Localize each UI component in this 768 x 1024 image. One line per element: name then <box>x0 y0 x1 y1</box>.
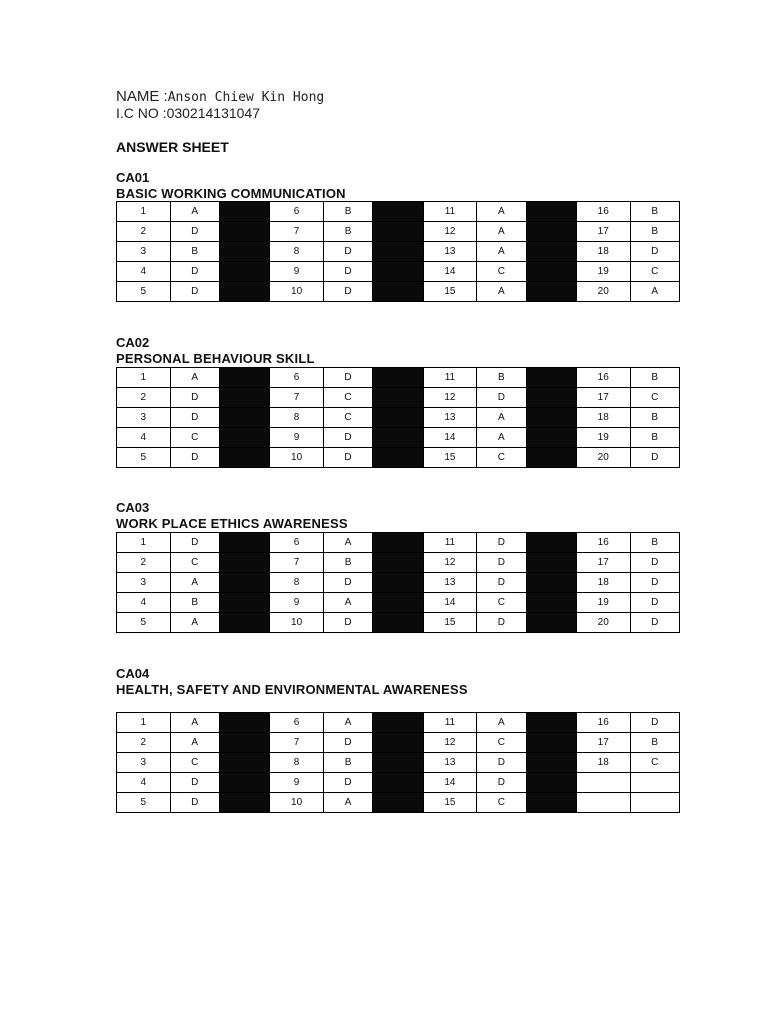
blacked-out-cell <box>526 368 576 388</box>
blacked-out-cell <box>373 202 423 222</box>
question-number <box>576 793 630 813</box>
answer-cell: B <box>323 553 372 573</box>
answer-cell: C <box>477 733 526 753</box>
answer-cell: D <box>477 773 526 793</box>
answer-cell: C <box>477 262 526 282</box>
question-number: 7 <box>270 388 324 408</box>
table-row <box>117 202 680 222</box>
question-number: 9 <box>270 262 324 282</box>
question-number: 3 <box>117 573 171 593</box>
question-number: 6 <box>270 533 324 553</box>
answer-table <box>116 712 680 813</box>
answer-cell: A <box>477 222 526 242</box>
answer-cell: B <box>630 408 680 428</box>
table-row <box>117 573 680 593</box>
blacked-out-cell <box>373 733 423 753</box>
answer-cell: D <box>477 388 526 408</box>
answer-cell: D <box>477 753 526 773</box>
blacked-out-cell <box>373 428 423 448</box>
question-number: 3 <box>117 242 171 262</box>
question-number <box>576 773 630 793</box>
answer-cell: B <box>323 753 372 773</box>
question-number: 15 <box>423 282 477 302</box>
question-number: 13 <box>423 408 477 428</box>
answer-cell: A <box>323 593 372 613</box>
question-number: 11 <box>423 713 477 733</box>
question-number: 12 <box>423 553 477 573</box>
answer-cell: A <box>477 713 526 733</box>
question-number: 10 <box>270 613 324 633</box>
blacked-out-cell <box>373 282 423 302</box>
question-number: 3 <box>117 408 171 428</box>
answer-cell: B <box>630 428 680 448</box>
blacked-out-cell <box>526 733 576 753</box>
question-number: 5 <box>117 613 171 633</box>
question-number: 7 <box>270 553 324 573</box>
question-number: 20 <box>576 613 630 633</box>
question-number: 6 <box>270 713 324 733</box>
question-number: 2 <box>117 553 171 573</box>
answer-cell: D <box>170 773 219 793</box>
blacked-out-cell <box>219 553 269 573</box>
blacked-out-cell <box>373 368 423 388</box>
answer-cell: A <box>323 713 372 733</box>
blacked-out-cell <box>526 262 576 282</box>
answer-cell: A <box>170 713 219 733</box>
blacked-out-cell <box>373 593 423 613</box>
answer-cell: D <box>630 448 680 468</box>
blacked-out-cell <box>526 222 576 242</box>
question-number: 4 <box>117 262 171 282</box>
answer-table <box>116 201 680 302</box>
question-number: 5 <box>117 448 171 468</box>
section-name: WORK PLACE ETHICS AWARENESS <box>116 516 348 531</box>
question-number: 8 <box>270 242 324 262</box>
answer-cell: D <box>323 733 372 753</box>
blacked-out-cell <box>526 408 576 428</box>
question-number: 10 <box>270 282 324 302</box>
question-number: 1 <box>117 368 171 388</box>
question-number: 10 <box>270 793 324 813</box>
blacked-out-cell <box>526 713 576 733</box>
question-number: 16 <box>576 368 630 388</box>
table-row <box>117 448 680 468</box>
ic-label: I.C NO : <box>116 105 167 121</box>
answer-cell: B <box>630 368 680 388</box>
answer-cell: C <box>630 262 680 282</box>
answer-cell: C <box>477 593 526 613</box>
blacked-out-cell <box>219 448 269 468</box>
blacked-out-cell <box>219 388 269 408</box>
answer-cell: D <box>630 242 680 262</box>
answer-cell: D <box>323 573 372 593</box>
blacked-out-cell <box>526 753 576 773</box>
table-row <box>117 553 680 573</box>
answer-cell: A <box>170 733 219 753</box>
answer-cell: D <box>477 573 526 593</box>
answer-cell <box>630 773 680 793</box>
ic-value: 030214131047 <box>166 105 260 121</box>
answer-cell: A <box>170 368 219 388</box>
question-number: 14 <box>423 593 477 613</box>
answer-cell: D <box>170 448 219 468</box>
blacked-out-cell <box>373 773 423 793</box>
table-row <box>117 713 680 733</box>
answer-cell: D <box>323 773 372 793</box>
answer-cell: D <box>323 282 372 302</box>
answer-cell: D <box>630 593 680 613</box>
question-number: 19 <box>576 428 630 448</box>
table-row <box>117 533 680 553</box>
table-row <box>117 428 680 448</box>
question-number: 17 <box>576 388 630 408</box>
answer-table <box>116 367 680 468</box>
table-row <box>117 262 680 282</box>
answer-cell: B <box>170 242 219 262</box>
question-number: 16 <box>576 202 630 222</box>
answer-cell: D <box>477 533 526 553</box>
question-number: 5 <box>117 793 171 813</box>
question-number: 2 <box>117 388 171 408</box>
answer-cell: C <box>170 428 219 448</box>
blacked-out-cell <box>373 533 423 553</box>
section-name: HEALTH, SAFETY AND ENVIRONMENTAL AWARENESS <box>116 682 468 697</box>
answer-cell: D <box>477 553 526 573</box>
answer-cell: B <box>323 222 372 242</box>
question-number: 8 <box>270 573 324 593</box>
question-number: 14 <box>423 262 477 282</box>
blacked-out-cell <box>373 388 423 408</box>
blacked-out-cell <box>526 242 576 262</box>
table-row <box>117 733 680 753</box>
question-number: 7 <box>270 222 324 242</box>
question-number: 15 <box>423 613 477 633</box>
question-number: 9 <box>270 773 324 793</box>
question-number: 15 <box>423 448 477 468</box>
question-number: 17 <box>576 733 630 753</box>
section-code: CA03 <box>116 500 150 515</box>
answer-cell: B <box>477 368 526 388</box>
answer-cell: D <box>170 408 219 428</box>
question-number: 16 <box>576 713 630 733</box>
question-number: 1 <box>117 713 171 733</box>
answer-cell: A <box>323 793 372 813</box>
answer-cell: D <box>630 573 680 593</box>
question-number: 15 <box>423 793 477 813</box>
answer-cell: D <box>170 222 219 242</box>
blacked-out-cell <box>219 202 269 222</box>
table-row <box>117 773 680 793</box>
answer-cell: C <box>170 753 219 773</box>
question-number: 18 <box>576 573 630 593</box>
answer-cell: A <box>477 202 526 222</box>
answer-cell: C <box>170 553 219 573</box>
answer-cell: B <box>170 593 219 613</box>
answer-cell: A <box>477 408 526 428</box>
answer-cell: D <box>323 368 372 388</box>
answer-cell: A <box>477 428 526 448</box>
question-number: 14 <box>423 428 477 448</box>
question-number: 9 <box>270 593 324 613</box>
blacked-out-cell <box>526 388 576 408</box>
blacked-out-cell <box>526 282 576 302</box>
table-row <box>117 613 680 633</box>
answer-cell: C <box>630 388 680 408</box>
table-row <box>117 593 680 613</box>
blacked-out-cell <box>373 242 423 262</box>
blacked-out-cell <box>219 753 269 773</box>
answer-cell: B <box>630 533 680 553</box>
answer-cell: D <box>477 613 526 633</box>
blacked-out-cell <box>373 222 423 242</box>
answer-cell: A <box>170 202 219 222</box>
section-code: CA01 <box>116 170 150 185</box>
blacked-out-cell <box>526 613 576 633</box>
blacked-out-cell <box>526 773 576 793</box>
answer-cell: C <box>477 793 526 813</box>
blacked-out-cell <box>373 573 423 593</box>
answer-cell: A <box>170 573 219 593</box>
blacked-out-cell <box>219 282 269 302</box>
blacked-out-cell <box>526 533 576 553</box>
question-number: 6 <box>270 368 324 388</box>
answer-cell: A <box>323 533 372 553</box>
answer-cell <box>630 793 680 813</box>
table-row <box>117 282 680 302</box>
blacked-out-cell <box>373 613 423 633</box>
answer-cell: D <box>170 388 219 408</box>
blacked-out-cell <box>373 553 423 573</box>
answer-cell: D <box>170 282 219 302</box>
ic-line <box>116 105 260 121</box>
table-row <box>117 753 680 773</box>
blacked-out-cell <box>526 428 576 448</box>
question-number: 13 <box>423 242 477 262</box>
question-number: 9 <box>270 428 324 448</box>
blacked-out-cell <box>219 533 269 553</box>
blacked-out-cell <box>526 593 576 613</box>
question-number: 17 <box>576 553 630 573</box>
answer-cell: D <box>323 448 372 468</box>
section-code: CA02 <box>116 335 150 350</box>
answer-cell: D <box>323 428 372 448</box>
blacked-out-cell <box>219 368 269 388</box>
blacked-out-cell <box>219 408 269 428</box>
table-row <box>117 408 680 428</box>
blacked-out-cell <box>219 573 269 593</box>
section-name: PERSONAL BEHAVIOUR SKILL <box>116 351 315 366</box>
answer-cell: D <box>170 793 219 813</box>
question-number: 7 <box>270 733 324 753</box>
answer-cell: D <box>323 242 372 262</box>
question-number: 17 <box>576 222 630 242</box>
answer-cell: D <box>630 553 680 573</box>
question-number: 4 <box>117 593 171 613</box>
answer-cell: D <box>630 713 680 733</box>
blacked-out-cell <box>373 713 423 733</box>
question-number: 16 <box>576 533 630 553</box>
table-row <box>117 368 680 388</box>
answer-cell: B <box>630 202 680 222</box>
page-title: ANSWER SHEET <box>116 139 229 155</box>
answer-cell: C <box>477 448 526 468</box>
question-number: 13 <box>423 573 477 593</box>
answer-cell: D <box>323 262 372 282</box>
question-number: 1 <box>117 533 171 553</box>
blacked-out-cell <box>219 428 269 448</box>
question-number: 12 <box>423 388 477 408</box>
blacked-out-cell <box>219 593 269 613</box>
blacked-out-cell <box>373 262 423 282</box>
blacked-out-cell <box>373 793 423 813</box>
question-number: 1 <box>117 202 171 222</box>
table-row <box>117 793 680 813</box>
question-number: 19 <box>576 593 630 613</box>
blacked-out-cell <box>219 613 269 633</box>
question-number: 18 <box>576 408 630 428</box>
blacked-out-cell <box>373 408 423 428</box>
blacked-out-cell <box>373 448 423 468</box>
section-name: BASIC WORKING COMMUNICATION <box>116 186 346 201</box>
blacked-out-cell <box>219 733 269 753</box>
name-label: NAME : <box>116 88 168 105</box>
question-number: 18 <box>576 242 630 262</box>
question-number: 20 <box>576 448 630 468</box>
table-row <box>117 388 680 408</box>
name-line <box>116 88 324 105</box>
blacked-out-cell <box>219 773 269 793</box>
answer-cell: B <box>323 202 372 222</box>
question-number: 2 <box>117 733 171 753</box>
question-number: 11 <box>423 202 477 222</box>
table-row <box>117 242 680 262</box>
question-number: 6 <box>270 202 324 222</box>
answer-cell: D <box>170 533 219 553</box>
answer-cell: C <box>630 753 680 773</box>
question-number: 4 <box>117 428 171 448</box>
answer-cell: B <box>630 222 680 242</box>
question-number: 5 <box>117 282 171 302</box>
question-number: 11 <box>423 533 477 553</box>
question-number: 18 <box>576 753 630 773</box>
answer-cell: B <box>630 733 680 753</box>
question-number: 3 <box>117 753 171 773</box>
answer-cell: C <box>323 388 372 408</box>
answer-table <box>116 532 680 633</box>
question-number: 8 <box>270 753 324 773</box>
answer-cell: D <box>323 613 372 633</box>
blacked-out-cell <box>526 202 576 222</box>
section-code: CA04 <box>116 666 150 681</box>
table-row <box>117 222 680 242</box>
blacked-out-cell <box>219 793 269 813</box>
question-number: 2 <box>117 222 171 242</box>
question-number: 14 <box>423 773 477 793</box>
blacked-out-cell <box>219 242 269 262</box>
blacked-out-cell <box>219 262 269 282</box>
question-number: 13 <box>423 753 477 773</box>
answer-cell: D <box>630 613 680 633</box>
answer-cell: D <box>170 262 219 282</box>
blacked-out-cell <box>219 713 269 733</box>
blacked-out-cell <box>526 448 576 468</box>
question-number: 12 <box>423 222 477 242</box>
question-number: 12 <box>423 733 477 753</box>
answer-cell: C <box>323 408 372 428</box>
blacked-out-cell <box>373 753 423 773</box>
question-number: 19 <box>576 262 630 282</box>
blacked-out-cell <box>219 222 269 242</box>
blacked-out-cell <box>526 553 576 573</box>
question-number: 4 <box>117 773 171 793</box>
question-number: 8 <box>270 408 324 428</box>
question-number: 10 <box>270 448 324 468</box>
question-number: 11 <box>423 368 477 388</box>
answer-cell: A <box>170 613 219 633</box>
blacked-out-cell <box>526 573 576 593</box>
question-number: 20 <box>576 282 630 302</box>
answer-cell: A <box>477 242 526 262</box>
name-value: Anson Chiew Kin Hong <box>167 90 325 105</box>
blacked-out-cell <box>526 793 576 813</box>
answer-cell: A <box>477 282 526 302</box>
answer-cell: A <box>630 282 680 302</box>
